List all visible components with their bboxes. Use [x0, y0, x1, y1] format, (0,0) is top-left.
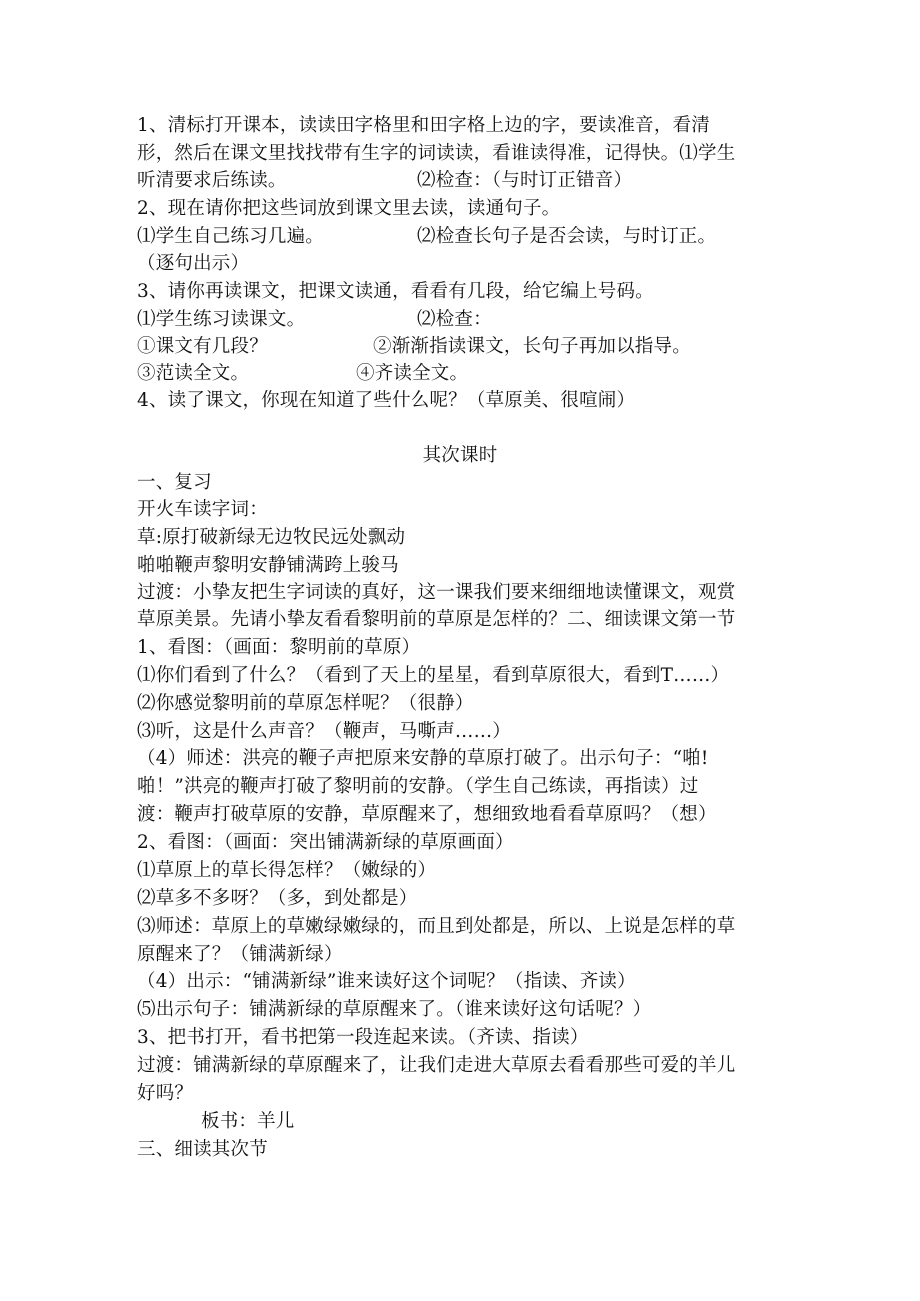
text-line: 2、看图：（画面：突出铺满新绿的草原画面）: [137, 832, 514, 853]
text-line: [137, 361, 469, 387]
text-segment: ②渐渐指读课文，长句子再加以指导。: [373, 336, 691, 357]
text-line: [137, 168, 633, 194]
text-line: 1、清标打开课本，读读田字格里和田字格上边的字，要读准音，看清: [137, 115, 710, 136]
text-segment: 听清要求后练读。: [137, 170, 287, 191]
text-line: （4）师述：洪亮的鞭子声把原来安静的草原打破了。出示句子：“啪!: [137, 748, 709, 769]
text-line: （4）出示：“铺满新绿”谁来读好这个词呢？（指读、齐读）: [137, 971, 636, 992]
text-line: 2、现在请你把这些词放到课文里去读，读通句子。: [137, 198, 561, 219]
text-segment: ⑵检查：: [417, 309, 492, 330]
text-line: 草原美景。先请小挚友看看黎明前的草原是怎样的？二、细读课文第一节: [137, 609, 736, 630]
text-line: 啪！”洪亮的鞭声打破了黎明前的安静。（学生自己练读，再指读）过: [137, 776, 699, 797]
text-line: ⑴草原上的草长得怎样？（嫩绿的）: [137, 860, 437, 881]
text-line: （逐句出示）: [137, 253, 250, 274]
text-segment: ⑵检查：（与时订正错音）: [417, 170, 633, 191]
text-line: ⑵你感觉黎明前的草原怎样呢？（很静）: [137, 693, 474, 714]
text-line: 三、细读其次节: [137, 1139, 268, 1160]
text-line: ⑶师述：草原上的草嫩绿嫩绿的，而且到处都是，所以、上说是怎样的草: [137, 916, 736, 937]
text-line: 渡：鞭声打破草原的安静，草原醒来了，想细致地看看草原吗？（想）: [137, 804, 717, 825]
text-line: 过渡：铺满新绿的草原醒来了，让我们走进大草原去看看那些可爱的羊儿: [137, 1055, 736, 1076]
text-line: 板书：羊儿: [201, 1111, 295, 1132]
text-line: 原醒来了？（铺满新绿）: [137, 944, 343, 965]
text-segment: ⑴学生自己练习几遍。: [137, 226, 325, 247]
text-line: 4、读了课文，你现在知道了些什么呢？（草原美、很喧闹）: [137, 390, 636, 411]
section-title: 其次课时: [422, 445, 498, 466]
text-line: ⑸出示句子：铺满新绿的草原醒来了。（谁来读好这句话呢？）: [137, 999, 652, 1020]
text-segment: ①课文有几段？: [137, 336, 268, 357]
text-line: [137, 307, 492, 333]
text-segment: ③范读全文。: [137, 363, 250, 384]
text-segment: ⑵检查长句子是否会读，与时订正。: [417, 226, 717, 247]
text-line: 草:原打破新绿无边牧民远处飘动: [137, 527, 406, 548]
text-line: 形，然后在课文里找找带有生字的词读读，看谁读得准，记得快。⑴学生: [137, 143, 736, 164]
text-line: 3、把书打开，看书把第一段连起来读。（齐读、指读）: [137, 1027, 589, 1048]
text-line: 过渡：小挚友把生字词读的真好，这一课我们要来细细地读懂课文，观赏: [137, 582, 736, 603]
text-line: [137, 224, 717, 250]
text-line: 开火车读字词：: [137, 499, 268, 520]
text-line: 1、看图：（画面：黎明前的草原）: [137, 637, 421, 658]
text-segment: ④齐读全文。: [356, 363, 469, 384]
text-line: 一、复习: [137, 472, 212, 493]
text-line: 好吗？: [137, 1083, 194, 1104]
text-line: 3、请你再读课文，把课文读通，看看有几段，给它编上号码。: [137, 281, 654, 302]
text-line: ⑵草多不多呀？（多，到处都是）: [137, 888, 418, 909]
text-line: [137, 334, 691, 360]
text-line: ⑶听，这是什么声音？（鞭声，马嘶声……）: [137, 721, 512, 742]
text-segment: ⑴学生练习读课文。: [137, 309, 306, 330]
text-line: 啪啪鞭声黎明安静铺满跨上骏马: [137, 555, 399, 576]
text-line: ⑴你们看到了什么？（看到了天上的星星，看到草原很大，看到T……）: [137, 665, 730, 686]
